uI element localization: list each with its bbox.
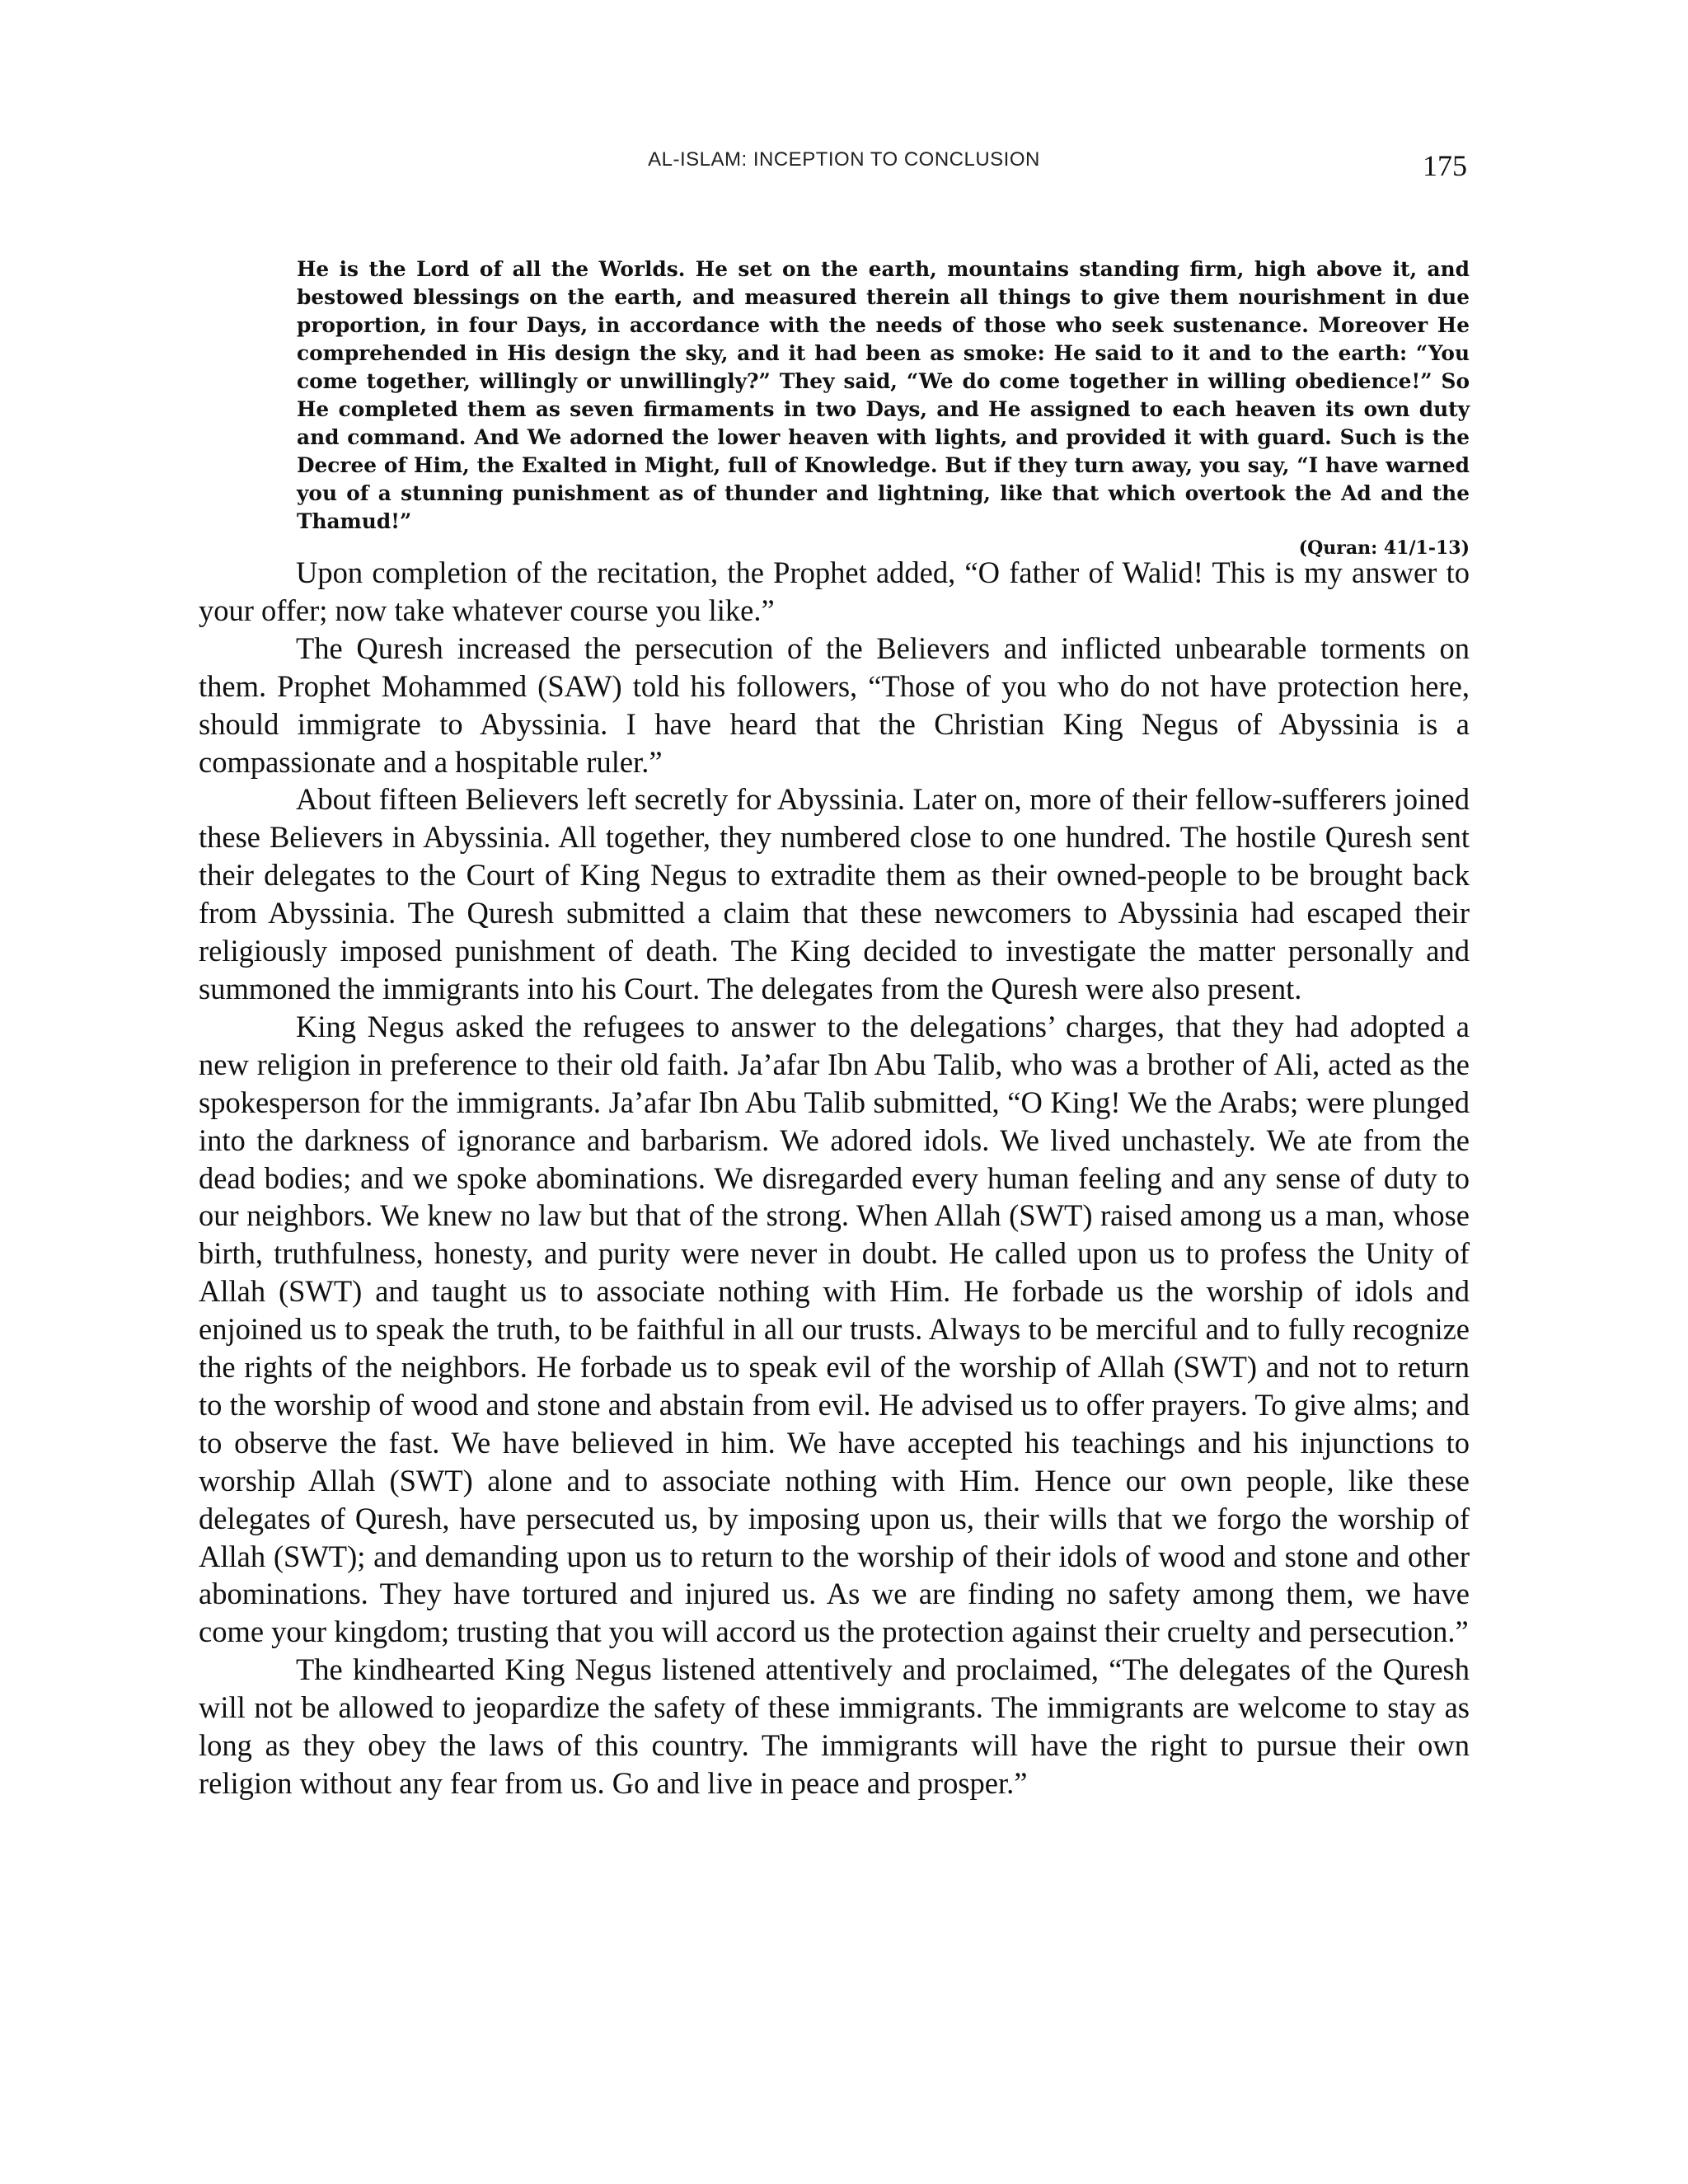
paragraph-5: The kindhearted King Negus listened attentively and proclaimed, “The delegates of the Quresh will not be allowed to jeopardize the safety of these immigrants. The immigrants are welcome to stay as long as they obey the laws of this country. The immigrants will have the right to pursue their own religion without any fear from us. Go and live in peace and prosper.” (199, 1652, 1470, 1800)
quotation-citation: (Quran: 41/1-13) (1298, 537, 1470, 559)
paragraph-1: Upon completion of the recitation, the Prophet added, “O father of Walid! This is my answer to your offer; now take whatever course you like.” (199, 555, 1470, 627)
body-text (199, 554, 1470, 1802)
paragraph-2: The Quresh increased the persecution of the Believers and inflicted unbearable torments on them. Prophet Mohammed (SAW) told his followers, “Those of you who do not have protection here, should immigrate to Abyssinia. I have heard that the Christian King Negus of Abyssinia is a compassionate and a hospitable ruler.” (199, 630, 1470, 779)
paragraph-4: King Negus asked the refugees to answer to the delegations’ charges, that they had adopted a new religion in preference to their old faith. Ja’afar Ibn Abu Talib, who was a brother of Ali, acted as the spokesperson for the immigrants. Ja’afar Ibn Abu Talib submitted, “O King! We the Arabs; were plunged into the darkness of ignorance and barbarism. We adored idols. We lived unchastely. We ate from the dead bodies; and we spoke abominations. We disregarded every human feeling and any sense of duty to our neighbors. We knew no law but that of the strong. When Allah (SWT) raised among us a man, whose birth, truthfulness, honesty, and purity were never in doubt. He called upon us to profess the Unity of Allah (SWT) and taught us to associate nothing with Him. He forbade us the worship of idols and enjoined us to speak the truth, to be faithful in all our trusts. Always to be merciful and to fully recognize the rights of the neighbors. He forbade us to speak evil of the worship of Allah (SWT) and not to return to the worship of wood and stone and abstain from evil. He advised us to offer prayers. To give alms; and to observe the fast. We have believed in him. We have accepted his teachings and his injunctions to worship Allah (SWT) alone and to associate nothing with Him. Hence our own people, like these delegates of Quresh, have persecuted us, by imposing upon us, their wills that we forgo the worship of Allah (SWT); and demanding upon us to return to the worship of their idols of wood and stone and other abominations. They have tortured and injured us. As we are finding no safety among them, we have come your kingdom; trusting that you will accord us the protection against their cruelty and persecution.” (199, 1009, 1470, 1649)
quotation-text: He is the Lord of all the Worlds. He set on the earth, mountains standing firm, high above it, and bestowed blessings on the earth, and measured therein all things to give them nourishment in due proportion, in four Days, in accordance with the needs of those who seek sustenance. Moreover He comprehended in His design the sky, and it had been as smoke: He said to it and to the earth: “You come together, willingly or unwillingly?” They said, “We do come together in willing obedience!” So He completed them as seven firmaments in two Days, and He assigned to each heaven its own duty and command. And We adorned the lower heaven with lights, and provided it with guard. Such is the Decree of Him, the Exalted in Might, full of Knowledge. But if they turn away, you say, “I have warned you of a stunning punishment as of thunder and lightning, like that which overtook the Ad and the Thamud!” (297, 257, 1470, 533)
paragraph-3: About fifteen Believers left secretly for Abyssinia. Later on, more of their fellow-sufferers joined these Believers in Abyssinia. All together, they numbered close to one hundred. The hostile Quresh sent their delegates to the Court of King Negus to extradite them as their owned-people to be brought back from Abyssinia. The Quresh submitted a claim that these newcomers to Abyssinia had escaped their religiously imposed punishment of death. The King decided to investigate the matter personally and summoned the immigrants into his Court. The delegates from the Quresh were also present. (199, 782, 1470, 1005)
quran-quotation (297, 255, 1470, 560)
page-number: 175 (1423, 149, 1467, 182)
running-header: AL-ISLAM: INCEPTION TO CONCLUSION (648, 148, 1040, 171)
